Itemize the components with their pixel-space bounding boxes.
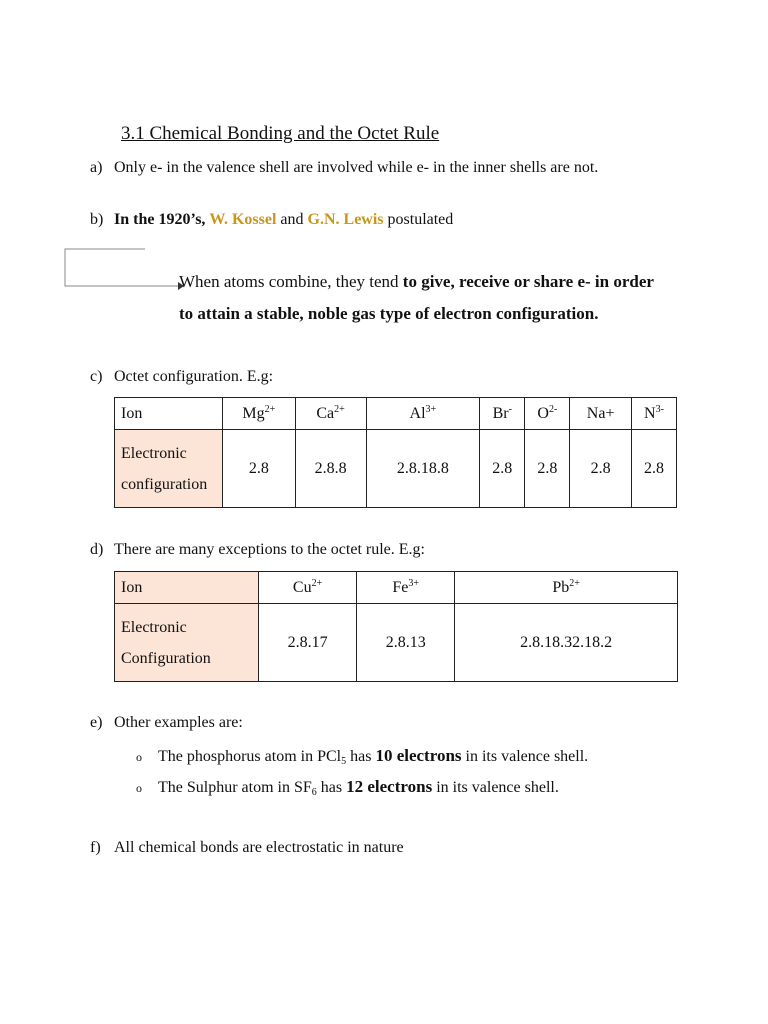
octet-config-5: 2.8 — [570, 430, 632, 508]
exceptions-config-0: 2.8.17 — [259, 604, 357, 682]
octet-config-0: 2.8 — [223, 430, 296, 508]
octet-ion-6: $N^{3-}$ — [631, 398, 676, 430]
exceptions-config-2: 2.8.18.32.18.2 — [455, 604, 678, 682]
octet-config-4: 2.8 — [525, 430, 570, 508]
item-b-tail: postulated — [387, 211, 454, 228]
item-f-text: All chemical bonds are electrostatic in nature — [114, 839, 404, 856]
item-c — [90, 368, 273, 386]
item-f-marker: f) — [90, 839, 101, 856]
item-b-and: and — [280, 211, 304, 228]
octet-ion-3: Br- — [480, 398, 525, 430]
callout-bold-2: to attain a stable, noble gas type of electron configuration. — [179, 304, 599, 323]
item-a-text: Only e- in the valence shell are involved while e- in the inner shells are not. — [114, 159, 599, 176]
octet-ion-header: Ion — [115, 398, 223, 430]
exceptions-ion-2: $Pb^{2+}$ — [455, 572, 678, 604]
callout-bold-1: to give, receive or share e- in order — [402, 272, 654, 291]
item-e-text: Other examples are: — [114, 714, 243, 731]
item-e — [90, 714, 243, 732]
item-b-lead: In the 1920’s, — [114, 211, 206, 228]
item-a-marker: a) — [90, 159, 103, 176]
item-e-marker: e) — [90, 714, 103, 731]
item-a — [90, 159, 598, 177]
callout-arrow — [60, 244, 184, 292]
octet-config-2: 2.8.18.8 — [366, 430, 480, 508]
item-c-marker: c) — [90, 368, 103, 385]
page-title: 3.1 Chemical Bonding and the Octet Rule — [121, 123, 440, 144]
item-b-marker: b) — [90, 211, 104, 228]
exceptions-config-header: Electronic Configuration — [115, 604, 259, 682]
octet-ion-0: $Mg^{2+}$ — [223, 398, 296, 430]
exceptions-ion-0: $Cu^{2+}$ — [259, 572, 357, 604]
callout-plain: When atoms combine, they tend — [179, 272, 399, 291]
octet-ion-4: $O^{2-}$ — [525, 398, 570, 430]
exceptions-ion-1: $Fe^{3+}$ — [357, 572, 455, 604]
item-f — [90, 839, 404, 857]
item-d — [90, 541, 425, 559]
example-item: o The Sulphur atom in $SF_6$ has 12 electrons in its valence shell. — [136, 777, 559, 798]
bullet-icon: o — [136, 781, 142, 795]
lewis-name: G.N. Lewis — [307, 211, 384, 228]
item-b — [90, 211, 453, 229]
callout-text — [179, 266, 654, 330]
item-d-text: There are many exceptions to the octet rule. E.g: — [114, 541, 425, 558]
octet-ion-2: $Al^{3+}$ — [366, 398, 480, 430]
bullet-icon: o — [136, 750, 142, 764]
octet-ion-5: Na+ — [570, 398, 632, 430]
example-item: o The phosphorus atom in PCl$_5$ has 10 electrons in its valence shell. — [136, 746, 589, 767]
exceptions-ion-header: Ion — [115, 572, 259, 604]
exceptions-table — [114, 571, 678, 682]
octet-config-3: 2.8 — [480, 430, 525, 508]
item-d-marker: d) — [90, 541, 104, 558]
item-c-text: Octet configuration. E.g: — [114, 368, 274, 385]
octet-table — [114, 397, 677, 508]
octet-config-1: 2.8.8 — [295, 430, 366, 508]
octet-ion-1: $Ca^{2+}$ — [295, 398, 366, 430]
octet-config-6: 2.8 — [631, 430, 676, 508]
kossel-name: W. Kossel — [209, 211, 277, 228]
octet-config-header: Electronic configuration — [115, 430, 223, 508]
exceptions-config-1: 2.8.13 — [357, 604, 455, 682]
